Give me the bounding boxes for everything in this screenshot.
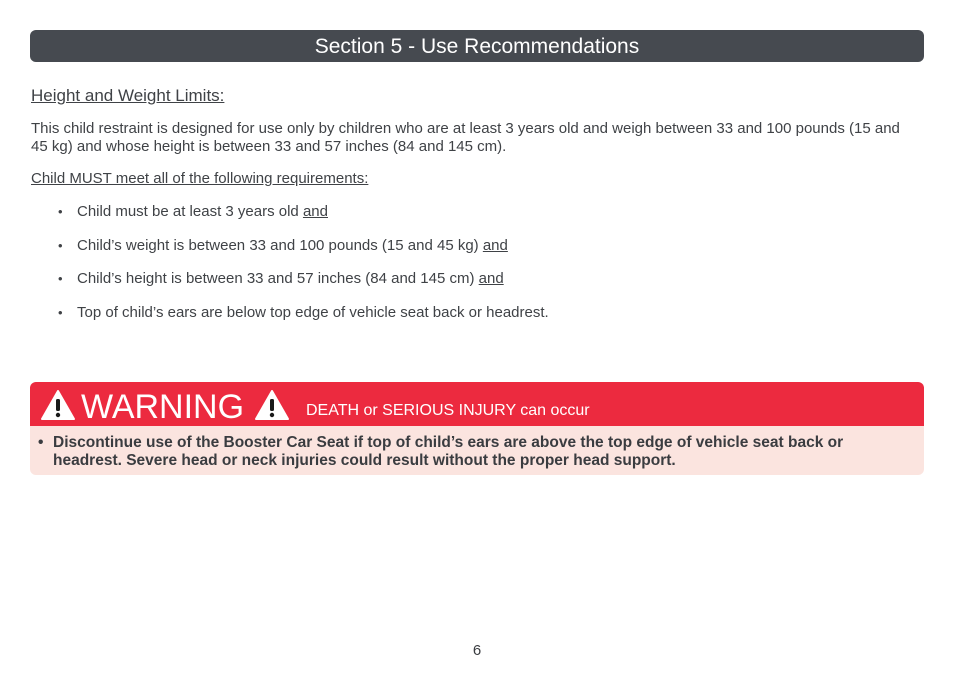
requirements-heading: Child MUST meet all of the following requirements:	[31, 170, 369, 187]
bullet-icon: •	[58, 271, 63, 286]
page-number: 6	[472, 642, 482, 659]
warning-subtitle: DEATH or SERIOUS INJURY can occur	[306, 402, 590, 419]
requirement-item	[58, 237, 549, 271]
requirement-conjunction: and	[482, 236, 508, 254]
warning-label: WARNING	[81, 388, 245, 426]
warning-text: Discontinue use of the Booster Car Seat if top of child’s ears are above the top edge of vehicle seat back or headrest. Severe head or neck injuries could result without the proper head support.	[53, 434, 844, 469]
requirements-list	[58, 203, 549, 337]
requirement-conjunction: and	[478, 270, 504, 287]
requirement-item	[58, 203, 549, 237]
section-title: Section 5 - Use Recommendations	[314, 35, 640, 58]
requirement-item	[58, 270, 549, 304]
bullet-icon: •	[38, 434, 44, 451]
section-title-bar	[30, 30, 924, 62]
warning-triangle-icon	[40, 389, 76, 421]
requirement-text: Child’s height is between 33 and 57 inches (84 and 145 cm)	[77, 270, 479, 287]
requirement-text: Child must be at least 3 years old	[77, 203, 303, 220]
requirement-text: Child’s weight is between 33 and 100 pounds (15 and 45 kg)	[77, 236, 483, 254]
bullet-icon: •	[58, 204, 63, 219]
bullet-icon: •	[58, 237, 63, 253]
requirement-text: Top of child’s ears are below top edge of vehicle seat back or headrest.	[77, 303, 549, 321]
limits-heading: Height and Weight Limits:	[31, 86, 225, 105]
warning-triangle-icon	[254, 389, 290, 421]
requirement-conjunction: and	[302, 203, 328, 220]
limits-intro: This child restraint is designed for use only by children who are at least 3 years old and weigh between 33 and 100 pounds (15 and 45 kg) and whose height is between 33 and 57 inches (84 and 145 cm).	[31, 120, 900, 155]
warning-body	[30, 426, 924, 475]
bullet-icon: •	[58, 304, 63, 320]
warning-header	[30, 382, 924, 426]
requirement-item	[58, 304, 549, 338]
